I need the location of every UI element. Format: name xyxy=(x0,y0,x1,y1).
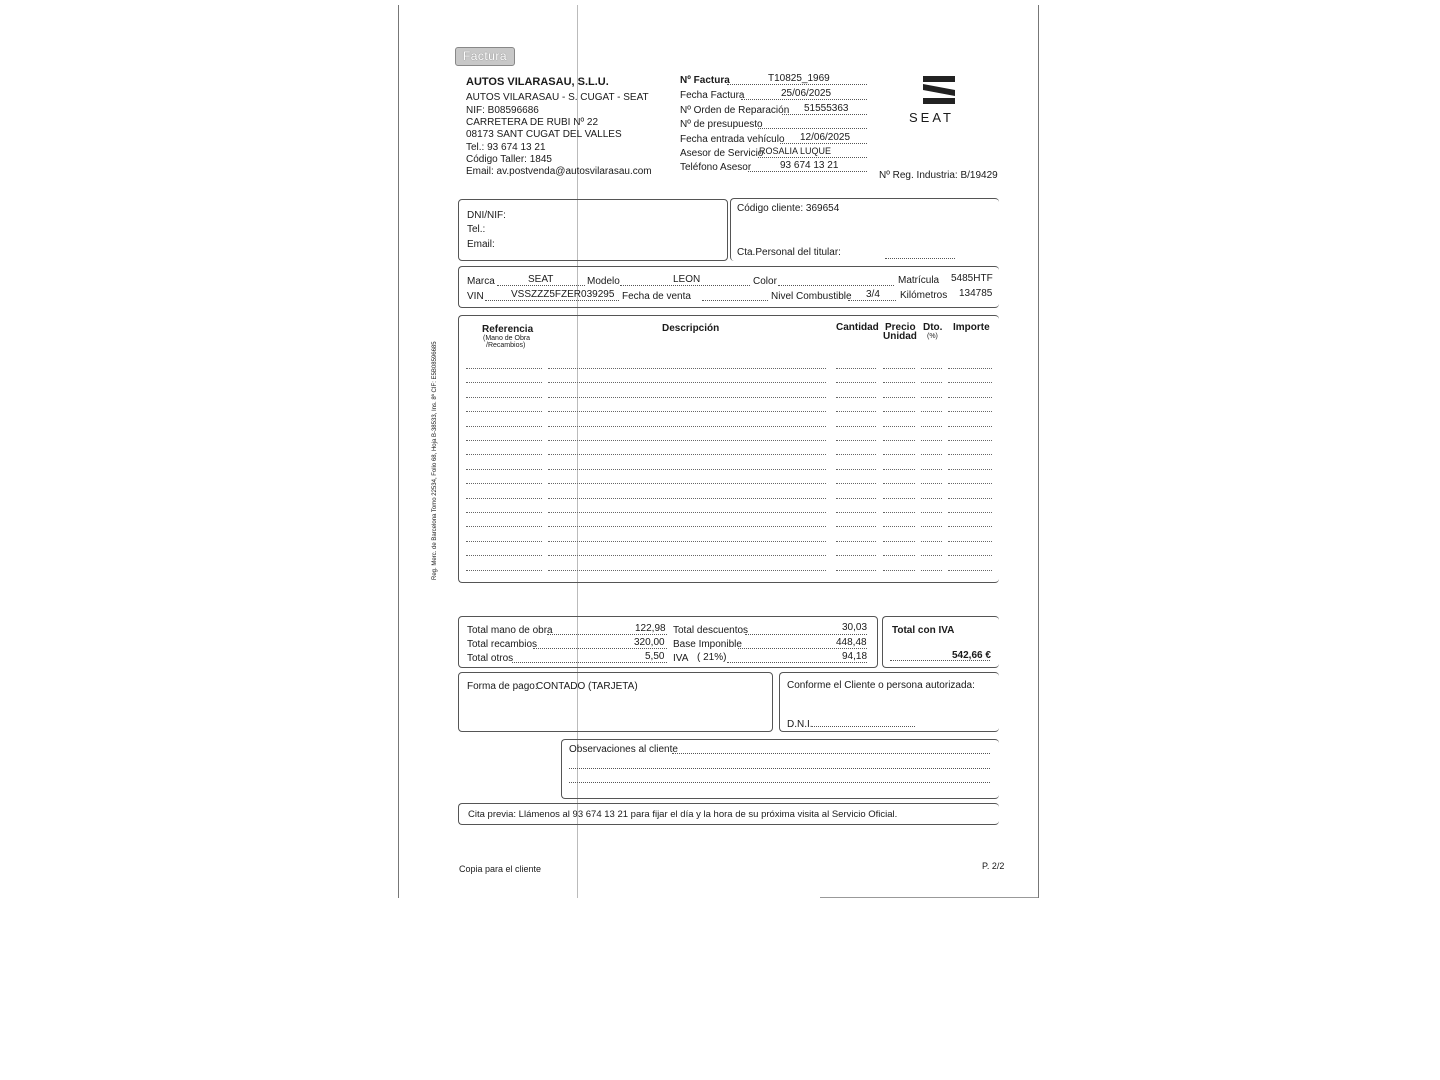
client-code: Código cliente: 369654 xyxy=(737,203,840,214)
page-right-edge xyxy=(1038,5,1039,898)
page-number: P. 2/2 xyxy=(982,861,1005,871)
table-row-line xyxy=(548,411,826,412)
vehicle-color-label: Color xyxy=(753,276,777,287)
total-parts: 320,00 xyxy=(634,637,665,648)
company-branch: AUTOS VILARASAU - S. CUGAT - SEAT xyxy=(466,92,649,103)
personal-account-label: Cta.Personal del titular: xyxy=(737,247,841,258)
vehicle-brand: SEAT xyxy=(528,274,554,285)
table-row-line xyxy=(836,541,876,542)
table-row-line xyxy=(921,382,942,383)
client-email-label: Email: xyxy=(467,239,495,250)
table-row-line xyxy=(836,555,876,556)
table-row-line xyxy=(466,526,542,527)
table-row-line xyxy=(948,526,992,527)
service-advisor-name: ROSALIA LUQUE xyxy=(759,146,832,156)
taxable-base: 448,48 xyxy=(836,637,867,648)
vehicle-fuel-level: 3/4 xyxy=(866,289,880,300)
conformity-label: Conforme el Cliente o persona autorizada: xyxy=(787,680,975,691)
table-row-line xyxy=(466,469,542,470)
table-row-line xyxy=(883,368,915,369)
table-row-line xyxy=(548,526,826,527)
total-other-label: Total otros xyxy=(467,653,514,664)
table-row-line xyxy=(548,512,826,513)
table-row-line xyxy=(921,541,942,542)
table-row-line xyxy=(466,368,542,369)
table-row-line xyxy=(466,426,542,427)
col-discount-sub: (%) xyxy=(927,333,938,340)
table-row-line xyxy=(921,555,942,556)
col-amount-header: Importe xyxy=(953,322,990,333)
vat-dots xyxy=(727,662,867,663)
table-row-line xyxy=(948,426,992,427)
company-address: CARRETERA DE RUBI Nº 22 xyxy=(466,117,599,128)
seat-logo-icon xyxy=(921,76,957,109)
table-row-line xyxy=(548,541,826,542)
table-row-line xyxy=(948,498,992,499)
table-row-line xyxy=(948,368,992,369)
invoice-number-label: Nº Factura xyxy=(680,75,730,86)
invoice-number: T10825_1969 xyxy=(768,73,830,84)
col-reference-sub2: /Recambios) xyxy=(486,342,526,349)
table-row-line xyxy=(836,426,876,427)
table-row-line xyxy=(836,397,876,398)
table-row-line xyxy=(836,570,876,571)
table-row-line xyxy=(466,440,542,441)
col-reference-sub1: (Mano de Obra xyxy=(483,335,531,342)
repair-order-label: Nº Orden de Reparación xyxy=(680,105,790,116)
table-row-line xyxy=(948,454,992,455)
invoice-date-label: Fecha Factura xyxy=(680,90,745,101)
total-parts-label: Total recambios xyxy=(467,639,538,650)
table-row-line xyxy=(883,469,915,470)
table-row-line xyxy=(948,483,992,484)
total-discounts-dots xyxy=(745,634,867,635)
vehicle-plate: 5485HTF xyxy=(951,273,993,284)
advisor-phone-label: Teléfono Asesor xyxy=(680,162,752,173)
observations-label: Observaciones al cliente xyxy=(569,744,678,755)
table-row-line xyxy=(948,570,992,571)
table-row-line xyxy=(883,498,915,499)
table-row-line xyxy=(921,397,942,398)
page-left-edge xyxy=(398,5,399,898)
table-row-line xyxy=(921,483,942,484)
industry-registration: Nº Reg. Industria: B/19429 xyxy=(879,170,998,181)
table-row-line xyxy=(836,512,876,513)
vehicle-color-dots xyxy=(778,285,894,286)
vehicle-model-label: Modelo xyxy=(587,276,620,287)
client-tel-label: Tel.: xyxy=(467,224,486,235)
table-row-line xyxy=(466,411,542,412)
table-row-line xyxy=(548,368,826,369)
table-row-line xyxy=(836,382,876,383)
total-parts-dots xyxy=(533,648,667,649)
vehicle-sale-date-label: Fecha de venta xyxy=(622,291,691,302)
items-table-box xyxy=(458,315,999,583)
advisor-phone: 93 674 13 21 xyxy=(780,160,839,171)
vat-label: IVA xyxy=(673,653,689,664)
table-row-line xyxy=(548,555,826,556)
vehicle-fuel-label: Nivel Combustible xyxy=(771,291,852,302)
appointment-note: Cita previa: Llámenos al 93 674 13 21 para fijar el día y la hora de su próxima visita al Servicio Oficial. xyxy=(468,809,898,820)
table-row-line xyxy=(948,469,992,470)
table-row-line xyxy=(466,397,542,398)
table-row-line xyxy=(883,570,915,571)
table-row-line xyxy=(548,382,826,383)
col-quantity-header: Cantidad xyxy=(836,322,879,333)
table-row-line xyxy=(836,469,876,470)
page-bottom-edge xyxy=(820,897,1038,898)
table-row-line xyxy=(466,570,542,571)
company-name: AUTOS VILARASAU, S.L.U. xyxy=(466,76,609,88)
total-labour: 122,98 xyxy=(635,623,666,634)
payment-method-label: Forma de pago: xyxy=(467,681,538,692)
table-row-line xyxy=(883,483,915,484)
table-row-line xyxy=(921,526,942,527)
grand-total-label: Total con IVA xyxy=(892,625,955,636)
table-row-line xyxy=(883,555,915,556)
table-row-line xyxy=(883,426,915,427)
table-row-line xyxy=(548,397,826,398)
vehicle-brand-label: Marca xyxy=(467,276,495,287)
repair-order-number: 51555363 xyxy=(804,103,849,114)
total-other-dots xyxy=(512,662,667,663)
table-row-line xyxy=(548,469,826,470)
table-row-line xyxy=(921,570,942,571)
table-row-line xyxy=(836,440,876,441)
vehicle-entry-dots xyxy=(780,143,867,144)
table-row-line xyxy=(836,454,876,455)
table-row-line xyxy=(548,498,826,499)
table-row-line xyxy=(836,368,876,369)
table-row-line xyxy=(836,483,876,484)
invoice-number-dots xyxy=(727,84,867,85)
table-row-line xyxy=(836,526,876,527)
col-price-header-2: Unidad xyxy=(883,331,917,342)
col-description-header: Descripción xyxy=(662,323,720,334)
table-row-line xyxy=(921,368,942,369)
vehicle-brand-dots xyxy=(497,285,585,286)
table-row-line xyxy=(921,469,942,470)
advisor-phone-dots xyxy=(748,171,867,172)
client-dni-label: DNI/NIF: xyxy=(467,210,506,221)
vehicle-entry-date: 12/06/2025 xyxy=(800,132,851,143)
table-row-line xyxy=(948,382,992,383)
vehicle-vin: VSSZZZ5FZER039295 xyxy=(511,289,615,300)
table-row-line xyxy=(948,440,992,441)
table-row-line xyxy=(466,483,542,484)
table-row-line xyxy=(466,555,542,556)
vehicle-entry-label: Fecha entrada vehículo xyxy=(680,134,785,145)
table-row-line xyxy=(466,541,542,542)
table-row-line xyxy=(948,397,992,398)
table-row-line xyxy=(548,454,826,455)
table-row-line xyxy=(466,512,542,513)
table-row-line xyxy=(921,426,942,427)
observations-line-3 xyxy=(569,782,990,783)
total-discounts-label: Total descuentos xyxy=(673,625,749,636)
vehicle-fuel-dots xyxy=(848,300,896,301)
table-row-line xyxy=(883,397,915,398)
table-row-line xyxy=(466,382,542,383)
table-row-line xyxy=(921,440,942,441)
company-nif: NIF: B08596686 xyxy=(466,105,539,116)
vehicle-km: 134785 xyxy=(959,288,993,299)
col-discount-header: Dto. xyxy=(923,322,943,333)
copy-label: Copia para el cliente xyxy=(459,864,542,874)
service-advisor-dots xyxy=(758,157,867,158)
table-row-line xyxy=(466,498,542,499)
budget-dots xyxy=(758,128,867,129)
total-labour-dots xyxy=(547,634,667,635)
document-type-badge: Factura xyxy=(455,47,515,66)
grand-total: 542,66 € xyxy=(952,650,991,661)
table-row-line xyxy=(883,512,915,513)
payment-method: CONTADO (TARJETA) xyxy=(536,681,638,692)
table-row-line xyxy=(883,526,915,527)
conformity-dni-dots xyxy=(812,726,915,727)
vehicle-km-label: Kilómetros xyxy=(900,290,948,301)
table-row-line xyxy=(836,411,876,412)
vehicle-plate-label: Matrícula xyxy=(898,275,940,286)
table-row-line xyxy=(921,512,942,513)
seat-brand-text: SEAT xyxy=(909,110,954,125)
table-row-line xyxy=(921,498,942,499)
conformity-dni-label: D.N.I. xyxy=(787,719,813,730)
table-row-line xyxy=(883,382,915,383)
table-row-line xyxy=(548,570,826,571)
vehicle-vin-label: VIN xyxy=(467,291,484,302)
table-row-line xyxy=(948,541,992,542)
invoice-date: 25/06/2025 xyxy=(781,88,832,99)
budget-label: Nº de presupuesto xyxy=(680,119,763,130)
col-reference-header: Referencia xyxy=(482,324,534,335)
taxable-base-label: Base Imponible xyxy=(673,639,742,650)
company-workshop-code: Código Taller: 1845 xyxy=(466,154,552,165)
table-row-line xyxy=(948,555,992,556)
total-labour-label: Total mano de obra xyxy=(467,625,553,636)
table-row-line xyxy=(948,411,992,412)
observations-line-2 xyxy=(569,768,990,769)
table-row-line xyxy=(466,454,542,455)
vehicle-info-box xyxy=(458,266,999,308)
table-row-line xyxy=(883,440,915,441)
table-row-line xyxy=(548,426,826,427)
client-info-box xyxy=(458,199,728,261)
invoice-date-dots xyxy=(741,99,867,100)
side-legal-text: Reg. Merc. de Barcelona Tomo 22534, Folio 68, Hoja B-38533, Ins. 8ª CIF: E5B08596685 xyxy=(432,341,438,580)
personal-account-dots xyxy=(885,258,955,259)
col-price-header-1: Precio xyxy=(885,322,916,333)
service-advisor-label: Asesor de Servicio xyxy=(680,148,764,159)
table-row-line xyxy=(548,440,826,441)
table-row-line xyxy=(883,411,915,412)
vehicle-model-dots xyxy=(620,285,750,286)
total-other: 5,50 xyxy=(645,651,665,662)
total-discounts: 30,03 xyxy=(842,622,868,633)
table-row-line xyxy=(883,541,915,542)
table-row-line xyxy=(921,454,942,455)
table-row-line xyxy=(948,512,992,513)
taxable-base-dots xyxy=(738,648,867,649)
vehicle-model: LEON xyxy=(673,274,701,285)
company-tel: Tel.: 93 674 13 21 xyxy=(466,142,546,153)
table-row-line xyxy=(548,483,826,484)
table-row-line xyxy=(883,454,915,455)
repair-order-dots xyxy=(782,114,867,115)
vehicle-sale-date-dots xyxy=(702,300,768,301)
company-city: 08173 SANT CUGAT DEL VALLES xyxy=(466,129,622,140)
table-row-line xyxy=(836,498,876,499)
vat-amount: 94,18 xyxy=(842,651,868,662)
observations-line-1 xyxy=(672,753,990,754)
vehicle-vin-dots xyxy=(485,300,619,301)
vat-rate: ( 21%) xyxy=(697,652,727,663)
table-row-line xyxy=(921,411,942,412)
company-email: Email: av.postvenda@autosvilarasau.com xyxy=(466,166,652,177)
